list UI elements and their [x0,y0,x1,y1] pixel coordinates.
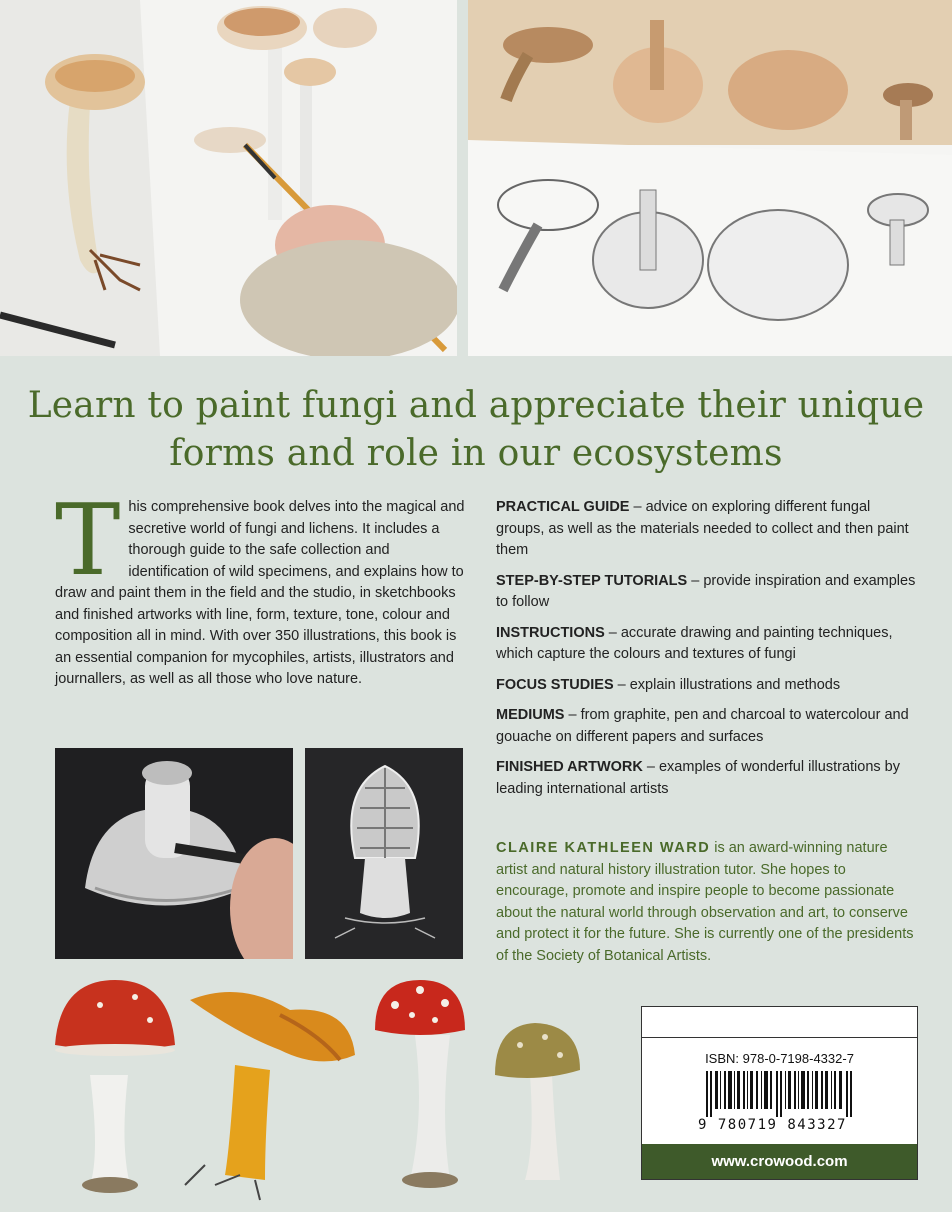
feature-title: PRACTICAL GUIDE [496,499,630,515]
painted-mushrooms-row [40,975,600,1210]
feature-title: INSTRUCTIONS [496,624,605,641]
drawing-mushroom-illustration [55,748,293,959]
publisher-website: www.crowood.com [642,1144,917,1179]
headline [0,382,952,478]
author-bio [496,838,916,967]
barcode-digits: 9 780719 843327 [698,1117,847,1133]
photo-morel-drawing [305,748,463,959]
feature-item [496,497,916,562]
dropcap: T [55,484,121,598]
feature-title: STEP-BY-STEP TUTORIALS [496,572,688,589]
headline-line-1: Learn to paint fungi and appreciate their unique [27,385,925,426]
feature-desc: – explain illustrations and methods [613,676,841,693]
feature-item [496,675,916,697]
feature-title: FINISHED ARTWORK [496,759,643,775]
intro-paragraph [55,484,465,691]
photo-specimens-drawings [468,0,952,356]
barcode-box [641,1006,918,1180]
headline-line-2: forms and role in our ecosystems [169,433,783,474]
feature-desc: – examples of wonderful illustrations by leading international artists [496,759,900,797]
divider [642,1037,917,1038]
feature-desc: – provide inspiration and examples to follow [496,572,916,610]
photo-drawing-mushroom [55,748,293,959]
intro-text: his comprehensive book delves into the magical and secretive world of fungi and lichens. It includes a thorough guide to the safe collection and identification of wild specimens, and explains how to draw and paint them in the field and the studio, in sketchbooks and finished artworks with line, form, texture, tone, colour and composition all in mind. With over 350 illustrations, this book is an essential companion for mycophiles, artists, illustrators and journallers, as well as all those who love nature. [55,499,465,687]
feature-list [496,497,916,809]
painting-fungi-illustration [0,0,457,356]
feature-item [496,757,916,800]
feature-desc: – accurate drawing and painting techniques, which capture the colours and textures of fungi [496,624,893,662]
feature-title: MEDIUMS [496,707,565,723]
photo-painting-fungi [0,0,457,356]
feature-desc: – advice on exploring different fungal groups, as well as the materials needed to collect and then paint them [496,499,909,558]
feature-title: FOCUS STUDIES [496,676,614,693]
feature-desc: – from graphite, pen and charcoal to watercolour and gouache on different papers and surfaces [496,707,909,745]
feature-item [496,623,916,666]
painted-mushrooms-illustration [40,975,600,1210]
feature-item [496,571,916,614]
morel-drawing-illustration [305,748,463,959]
barcode-bars [706,1071,856,1117]
isbn: ISBN: 978-0-7198-4332-7 [705,1051,854,1066]
feature-item [496,705,916,748]
author-bio-text: is an award-winning nature artist and natural history illustration tutor. She hopes to encourage, promote and inspire people to become passionate about the natural world through observation and art, to conserve and protect it for the future. She is currently one of the presidents of the Society of Botanical Artists. [496,840,914,964]
author-name: CLAIRE KATHLEEN WARD [496,840,711,856]
specimens-drawings-illustration [468,0,952,356]
